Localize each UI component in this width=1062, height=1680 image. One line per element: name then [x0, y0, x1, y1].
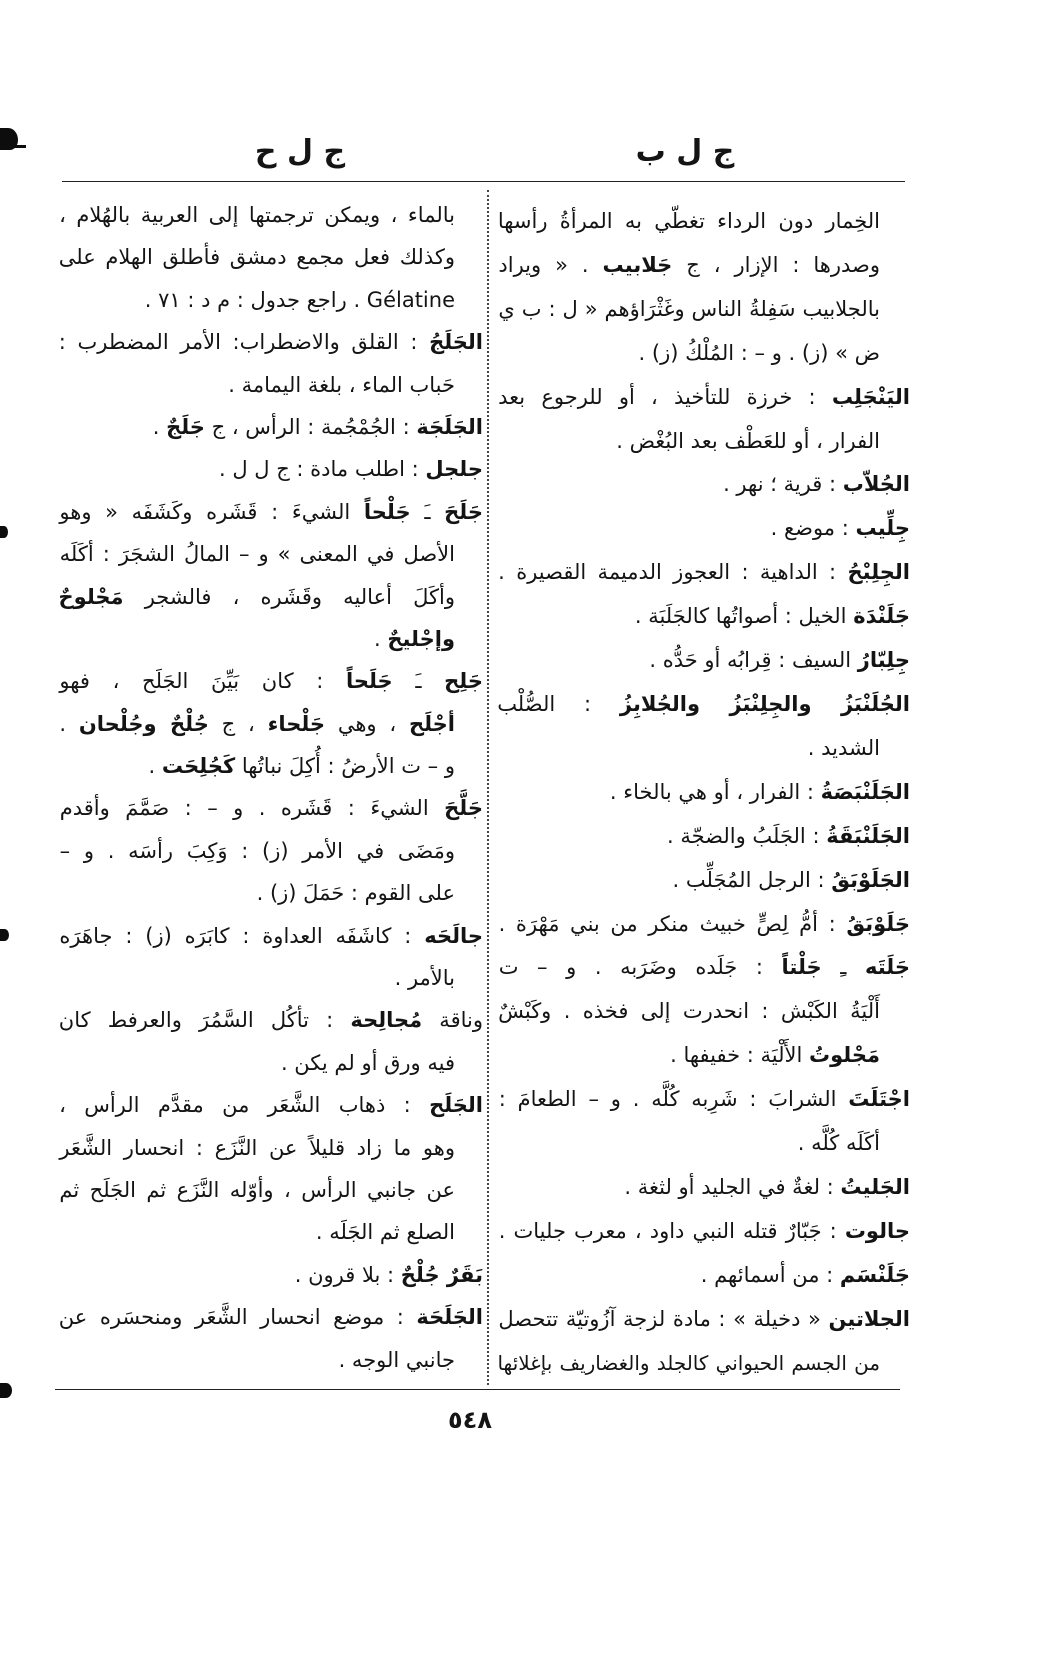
definition-text: السيف : قِرابُه أو حَدُّه . [649, 648, 858, 673]
headword: جَلَّحَ [444, 796, 483, 821]
text-line [57, 957, 483, 999]
text-line [496, 244, 910, 288]
text-line [57, 279, 483, 321]
text-line [496, 903, 910, 947]
dictionary-entry [496, 639, 910, 683]
line-text [59, 330, 483, 354]
dictionary-entry [57, 1084, 483, 1254]
text-line [496, 200, 910, 244]
text-line [57, 194, 483, 236]
top-rule [62, 181, 905, 182]
headword: جَلِح [444, 669, 483, 694]
text-line [496, 990, 910, 1034]
definition-text: الأصل في المعنى » و – المالُ الشجَرَ : أكَلَه [59, 542, 455, 567]
definition-text: ـَ [392, 669, 445, 694]
dictionary-entry [496, 595, 910, 639]
headword: الجَلَجُ [429, 330, 483, 355]
definition-text: : الداهية : العجوز الدميمة القصيرة . [498, 560, 848, 585]
line-text [153, 415, 483, 439]
text-line [496, 727, 910, 771]
text-line [57, 576, 483, 618]
dictionary-entry [496, 683, 910, 771]
headword: مَجْلوتُ [809, 1043, 880, 1068]
text-line [496, 420, 910, 464]
dictionary-entry [496, 1078, 910, 1166]
line-text [610, 780, 910, 804]
headword: الجُلاّب [842, 472, 910, 497]
dictionary-entry [57, 491, 483, 661]
definition-text: . « ويراد [498, 252, 603, 277]
line-text [59, 1008, 483, 1032]
definition-text: : لغةٌ في الجليد أو لثغة . [624, 1174, 841, 1199]
text-line [496, 1034, 910, 1078]
line-text [498, 385, 910, 409]
definition-text: أَلْيَةُ الكَبْش : انحدرت إلى فخذه . وكَبْشٌ [498, 999, 880, 1024]
line-text [60, 542, 455, 566]
definition-text: : تأكُل السَّمُرَ والعرفط كان [58, 1008, 351, 1033]
text-line [496, 946, 910, 990]
headword: كَجُلِحَت [161, 754, 236, 779]
line-text [60, 839, 455, 863]
text-line [496, 1166, 910, 1210]
column-divider [487, 190, 489, 1385]
definition-text: من الجسم الحيواني كالجلد والغضاريف بإغلائها [497, 1350, 880, 1375]
headword: جَلَحاً [345, 669, 393, 694]
text-line [57, 745, 483, 787]
running-head-left: ج ل ح [254, 134, 346, 169]
headword: جَلَحَ [444, 499, 483, 524]
dictionary-entry [57, 915, 483, 1000]
text-line [496, 507, 910, 551]
line-text [257, 881, 455, 905]
dictionary-entry [496, 1298, 910, 1386]
definition-text: : الرجل المُجَلِّب . [672, 867, 832, 892]
running-head-right: ج ل ب [635, 134, 735, 169]
definition-text: و – ت الأرضُ : أُكِلَ نباتُها [235, 754, 455, 779]
headword: جَلَجٌ [166, 414, 205, 439]
headword: اليَنْجَلِب [831, 384, 910, 409]
text-line [496, 683, 910, 727]
definition-text: : خرزة للتأخيذ ، أو للرجوع بعد [498, 384, 832, 409]
line-text [670, 1043, 880, 1067]
text-line [57, 1169, 483, 1211]
dictionary-entry [57, 787, 483, 914]
definition-text: : الفرار ، أو هي بالخاء . [609, 779, 821, 804]
headword: جَلَوْبَقُ [846, 911, 910, 936]
line-text [59, 500, 483, 524]
line-text [281, 1051, 455, 1075]
definition-text: . [152, 414, 167, 439]
definition-text: Gélatine . راجع جدول : م د : ٧١ . [144, 287, 455, 312]
headword: جَلَنْدَة [853, 604, 910, 629]
definition-text: « دخيلة » : مادة لزجة آزُوتيّة تتحصل [498, 1306, 829, 1331]
dictionary-entry [57, 1296, 483, 1381]
headword: بَقَرٌ جُلْحٌ [400, 1262, 483, 1287]
line-text [499, 912, 910, 936]
headword: مُجالِحة [350, 1008, 423, 1033]
dictionary-entry [496, 200, 910, 376]
headword: جالَحَه [424, 923, 483, 948]
dictionary-entry [496, 771, 910, 815]
text-line [57, 448, 483, 490]
line-text [497, 692, 910, 716]
dictionary-entry [57, 406, 483, 448]
dictionary-entry [496, 903, 910, 947]
headword: الجَلَحَة [416, 1305, 483, 1330]
line-text [499, 1219, 910, 1243]
definition-text: وأكَلَ أعاليه وقَشَره ، فالشجر [123, 584, 455, 609]
scan-edge-mark [0, 145, 26, 148]
definition-text: ـَ [410, 499, 445, 524]
headword: الجَلَوْبَقُ [831, 867, 910, 892]
text-line [496, 551, 910, 595]
text-line [57, 703, 483, 745]
definition-text: ـِ [821, 955, 865, 980]
definition-text: : الجَلَبُ والضجّة . [666, 823, 827, 848]
definition-text: : من أسمائهم . [700, 1262, 840, 1287]
definition-text: أكَلَه كُلَّه . [797, 1131, 880, 1156]
definition-text: جانبي الوجه . [338, 1347, 455, 1372]
line-text [374, 627, 455, 651]
text-line [57, 1127, 483, 1169]
line-text [649, 648, 910, 672]
dictionary-entry [496, 859, 910, 903]
line-text [59, 924, 483, 948]
line-text [639, 341, 880, 365]
headword: أجْلَح [408, 711, 455, 736]
headword: جَلْحاء [267, 711, 326, 736]
headword: الجَلَجَة [416, 414, 483, 439]
left-column [57, 194, 483, 1381]
dictionary-entry [496, 463, 910, 507]
definition-text: الشرابَ : شَرِبه كُلَّه . و – الطعامَ : [498, 1087, 849, 1112]
definition-text: الشديد . [807, 735, 880, 760]
line-text [723, 472, 910, 496]
line-text [498, 1307, 910, 1331]
text-line [57, 915, 483, 957]
definition-text: فيه ورق أو لم يكن . [280, 1050, 455, 1075]
definition-text: : كان بَيِّنَ الجَلَح ، فهو [59, 669, 346, 694]
text-line [57, 1296, 483, 1338]
line-text [498, 209, 880, 233]
headword: جَلَنْسَم [839, 1262, 910, 1287]
text-line [496, 1078, 910, 1122]
line-text [771, 516, 910, 540]
line-text [498, 560, 910, 584]
dictionary-entry [57, 321, 483, 406]
text-line [496, 859, 910, 903]
text-line [496, 639, 910, 683]
text-line [57, 830, 483, 872]
text-line [496, 595, 910, 639]
definition-text: وصدرها : الإزار ، ج [672, 252, 880, 277]
headword: جَلَتَه [864, 955, 910, 980]
text-line [57, 533, 483, 575]
right-column [496, 200, 910, 1385]
line-text [228, 373, 455, 397]
line-text [59, 203, 455, 227]
definition-text: الصلع ثم الجَلَه . [315, 1220, 455, 1245]
dictionary-entry [57, 660, 483, 787]
line-text [701, 1263, 910, 1287]
line-text [59, 1093, 483, 1117]
definition-text: ، ج [208, 711, 268, 736]
definition-text: الخيل : أصواتُها كالجَلَبَة . [634, 604, 854, 629]
text-line [496, 815, 910, 859]
headword: الجَلَنْبَصَةُ [820, 779, 910, 804]
headword: اجْتَلَتَ [848, 1087, 910, 1112]
line-text [497, 1351, 880, 1375]
text-line [496, 463, 910, 507]
line-text [59, 245, 455, 269]
text-line [57, 1042, 483, 1084]
dictionary-entry [496, 551, 910, 595]
definition-text: ض » (ز) . و – : المُلْكُ (ز) . [638, 340, 880, 365]
text-line [496, 1298, 910, 1342]
line-text [59, 585, 455, 609]
headword: جَلْتاً [781, 955, 822, 980]
bottom-rule [55, 1389, 900, 1390]
headword: جِلِّيب [855, 516, 910, 541]
definition-text: عن جانبي الرأس ، وأوّله النَّزَع ثم الجَلَح ثم [59, 1177, 455, 1202]
dictionary-entry [496, 1166, 910, 1210]
text-line [57, 406, 483, 448]
line-text [798, 1131, 880, 1155]
definition-text: : جَبّارٌ قتله النبي داود ، معرب جليات . [498, 1218, 845, 1243]
definition-text: وهو ما زاد قليلاً عن النَّزَع : انحسار الشَّعَر [59, 1135, 455, 1160]
dictionary-entry [496, 1210, 910, 1254]
headword: مَجْلوحٌ [58, 584, 124, 609]
headword: الجَليتُ [840, 1174, 910, 1199]
text-line [57, 1211, 483, 1253]
dictionary-entry [57, 194, 483, 321]
definition-text: وكذلك فعل مجمع دمشق فأطلق الهلام على [58, 245, 455, 270]
definition-text: : موضع انحسار الشَّعَر ومنحسَره عن [58, 1305, 417, 1330]
dictionary-entry [496, 507, 910, 551]
line-text [616, 429, 880, 453]
text-line [496, 332, 910, 376]
headword: الجَلَح [429, 1093, 483, 1118]
headword: الجَلَنْبَقَةُ [826, 823, 910, 848]
line-text [667, 824, 910, 848]
text-line [57, 787, 483, 829]
line-text [395, 966, 455, 990]
text-line [57, 321, 483, 363]
definition-text: وناقة [422, 1008, 483, 1033]
definition-text: ، وهي [325, 711, 409, 736]
definition-text: الشيءَ : قَشَره . و – : صَمَّمَ وأقدم [59, 796, 445, 821]
line-text [59, 669, 483, 693]
text-line [496, 376, 910, 420]
text-line [57, 1339, 483, 1381]
text-line [496, 1342, 910, 1386]
headword: الجِلِبْحُ [847, 560, 910, 585]
page-number: ٥٤٨ [448, 1406, 492, 1434]
dictionary-entry [496, 815, 910, 859]
line-text [145, 288, 455, 312]
headword: الجلاتين [828, 1306, 910, 1331]
definition-text: حَباب الماء ، بلغة اليمامة . [228, 372, 455, 397]
line-text [808, 736, 880, 760]
definition-text: . [148, 754, 162, 779]
line-text [339, 1348, 455, 1372]
definition-text: : جَلَده وضَرَبه . و – ت [498, 955, 782, 980]
headword: جَلابيب [602, 252, 673, 277]
line-text [149, 754, 455, 778]
line-text [624, 1175, 910, 1199]
definition-text: . [373, 626, 388, 651]
definition-text: الفرار ، أو للعَطْف بعد البُغْض . [616, 428, 880, 453]
text-line [57, 660, 483, 702]
line-text [295, 1263, 483, 1287]
text-line [496, 771, 910, 815]
definition-text: : أمُّ لِصٍّ خبيث منكر من بني مَهْرَة . [498, 911, 847, 936]
definition-text: : الصُّلْب [497, 691, 620, 716]
definition-text: بالماء ، ويمكن ترجمتها إلى العربية بالهُلام ، [59, 203, 455, 227]
headword: وإجْليحٌ [387, 626, 455, 651]
definition-text: : قرية ؛ نهر . [723, 472, 843, 497]
definition-text: الأَلْيَة : خفيفها . [670, 1043, 810, 1068]
line-text [60, 796, 483, 820]
definition-text: : موضع . [770, 516, 856, 541]
text-line [57, 618, 483, 660]
scan-edge-mark [0, 1383, 12, 1398]
line-text [498, 297, 880, 321]
definition-text: : بلا قرون . [294, 1262, 401, 1287]
text-line [57, 1254, 483, 1296]
definition-text: : القلق والاضطراب: الأمر المضطرب : [58, 330, 430, 355]
headword: جلجل [425, 457, 483, 482]
text-line [496, 1122, 910, 1166]
text-line [496, 1210, 910, 1254]
definition-text: : الجُمْجُمة : الرأس ، ج [204, 414, 417, 439]
definition-text: : كاشَفَه العداوة : كابَرَه (ز) : جاهَرَه [59, 923, 425, 948]
dictionary-entry [496, 1254, 910, 1298]
definition-text: : ذهاب الشَّعَر من مقدَّم الرأس ، [59, 1093, 430, 1118]
definition-text: بالجلابيب سَفِلةُ الناس وغَثْرَاؤهم « ل : ب ي [498, 296, 880, 321]
definition-text: الشيءَ : قَشَره وكَشَفَه « وهو [59, 499, 364, 524]
text-line [57, 491, 483, 533]
text-line [496, 1254, 910, 1298]
definition-text: ومَضَى في الأمر (ز) : وَكِبَ رأسَه . و – [59, 838, 455, 863]
line-text [673, 868, 910, 892]
line-text [316, 1220, 455, 1244]
text-line [57, 872, 483, 914]
text-line [57, 236, 483, 278]
line-text [59, 1305, 483, 1329]
text-line [57, 999, 483, 1041]
line-text [635, 604, 910, 628]
headword: جُلْحٌ وجُلْحان [78, 711, 209, 736]
definition-text: الخِمار دون الرداء تغطّي به المرأةُ رأسها [497, 209, 880, 233]
definition-text: : اطلب مادة : ج ل ل . [218, 457, 426, 482]
dictionary-entry [496, 376, 910, 464]
definition-text: على القوم : حَمَلَ (ز) . [256, 881, 455, 906]
definition-text: بالأمر . [394, 966, 455, 991]
line-text [59, 1178, 455, 1202]
text-line [57, 364, 483, 406]
dictionary-entry [57, 448, 483, 490]
text-line [57, 1084, 483, 1126]
scan-edge-mark [0, 526, 8, 538]
dictionary-entry [57, 1254, 483, 1296]
dictionary-entry [496, 946, 910, 1078]
line-text [499, 1087, 910, 1111]
line-text [498, 999, 880, 1023]
headword: جِلِبّارُ [857, 648, 910, 673]
dictionary-entry [57, 999, 483, 1084]
headword: جَلْحاً [363, 499, 411, 524]
line-text [499, 955, 910, 979]
headword: جالوت [844, 1218, 910, 1243]
line-text [498, 253, 880, 277]
headword: الجُلَنْبَزُ والجِلِنْبَزُ والجُلابِزُ [619, 691, 910, 716]
definition-text: . [59, 711, 79, 736]
scan-edge-mark [0, 929, 9, 941]
line-text [59, 712, 455, 736]
line-text [59, 1136, 455, 1160]
text-line [496, 288, 910, 332]
line-text [219, 457, 483, 481]
